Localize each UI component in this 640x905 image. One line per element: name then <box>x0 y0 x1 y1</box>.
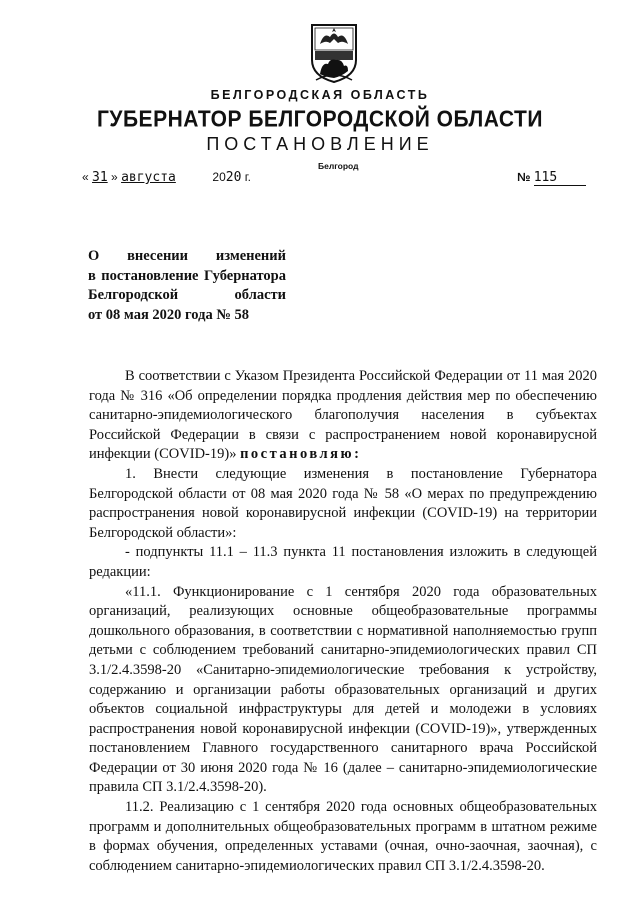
subject-line: О внесении изменений <box>88 248 286 264</box>
paragraph-11-1: «11.1. Функционирование с 1 сентября 2020 года образовательных организаций, реализующих основные общеобразовательные программы дошкольного образования, в соответствии с нормативной наполняемостью групп детьми с соблюдением требований санитарно-эпидемиологических правил СП 3.1/2.4.3598-20 «Санитарно-эпидемиологические требования к устройству, содержанию и организации работы образовательных организаций и других объектов социальной инфраструктуры для детей и молодежи в условиях распространения новой коронавирусной инфекции (COVID-19)», утвержденных постановлением Главного государственного санитарного врача Российской Федерации от 30 июня 2020 года № 16 (далее – санитарно-эпидемиологические правила СП 3.1/2.4.3598-20). <box>89 583 597 796</box>
decree-body <box>89 367 597 876</box>
decree-subject <box>88 247 286 325</box>
date-month: августа <box>121 170 176 185</box>
city-name: Белгород <box>318 161 359 171</box>
date-year-prefix: 20 <box>212 170 226 184</box>
number-value: 115 <box>534 170 586 186</box>
subject-line: от 08 мая 2020 года № 58 <box>88 306 250 323</box>
governor-title: ГУБЕРНАТОР БЕЛГОРОДСКОЙ ОБЛАСТИ <box>97 106 543 133</box>
decree-number <box>517 170 586 186</box>
subject-line: Белгородской области <box>88 287 286 303</box>
document-type: ПОСТАНОВЛЕНИЕ <box>206 134 434 154</box>
date-year-suffix: 20 <box>225 170 242 185</box>
resolve-word: постановляю: <box>240 446 362 463</box>
region-name: БЕЛГОРОДСКАЯ ОБЛАСТЬ <box>210 88 430 102</box>
subject-line: в постановление Губернатора <box>88 267 286 284</box>
date-year-mark: г. <box>244 170 252 184</box>
date-quote-open: « <box>82 170 89 184</box>
intro-text: В соответствии с Указом Президента Российской Федерации от 11 мая 2020 года № 316 «Об определении порядка продления действия мер по обеспечению санитарно-эпидемиологического благополучия населения в субъектах Российской Федерации в связи с распространением новой коронавирусной инфекции (COVID-19)» <box>89 368 597 463</box>
paragraph-11-2: 11.2. Реализацию с 1 сентября 2020 года основных общеобразовательных программ и дополнительных общеобразовательных программ в штатном режиме в формах обучения, определенных уставами (очная, очно-заочная, заочная), с соблюдением санитарно-эпидемиологических правил СП 3.1/2.4.3598-20. <box>89 799 597 874</box>
coat-of-arms-icon <box>306 22 362 84</box>
paragraph-2: - подпункты 11.1 – 11.3 пункта 11 постановления изложить в следующей редакции: <box>89 544 597 580</box>
decree-date <box>82 170 251 185</box>
number-label: № <box>517 170 531 184</box>
date-day: 31 <box>92 170 108 185</box>
date-quote-close: » <box>111 170 118 184</box>
paragraph-1: 1. Внести следующие изменения в постановление Губернатора Белгородской области от 08 мая 2020 года № 58 «О мерах по предупреждению распространения новой коронавирусной инфекции (COVID-19) на территории Белгородской области»: <box>89 465 597 541</box>
intro-paragraph <box>89 367 597 465</box>
